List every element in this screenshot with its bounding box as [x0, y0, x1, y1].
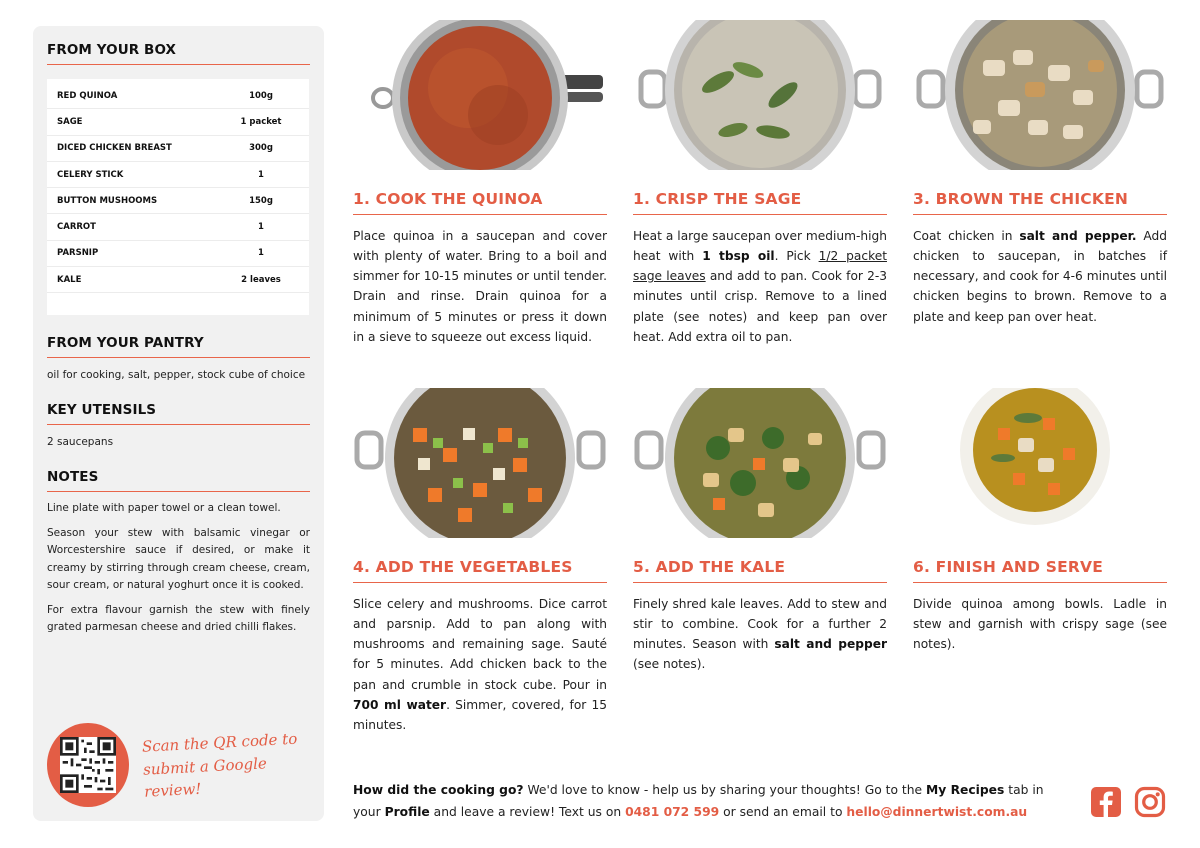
ingredient-name: PARSNIP — [57, 248, 99, 259]
pantry-text: oil for cooking, salt, pepper, stock cube of choice — [47, 369, 306, 381]
ingredient-qty: 2 leaves — [241, 274, 281, 285]
step-title: 6. FINISH AND SERVE — [913, 558, 1167, 583]
review-footer — [353, 780, 1073, 823]
utensils-text: 2 saucepans — [47, 435, 114, 448]
step-title: 5. ADD THE KALE — [633, 558, 887, 583]
ingredient-qty: 150g — [249, 195, 273, 206]
bold-text: How did the cooking go? — [353, 783, 524, 797]
ingredient-qty: 1 — [258, 222, 264, 233]
qr-review-block — [47, 723, 324, 807]
step-title: 3. BROWN THE CHICKEN — [913, 190, 1167, 215]
ingredient-row — [47, 188, 309, 214]
bold-text: 700 ml water — [353, 697, 447, 712]
note-paragraph: Season your stew with balsamic vinegar or Worcestershire sauce if desired, or make it creamy by stirring through cream cheese, cream, sour cream, or natural yoghurt once it is cooked. — [47, 526, 310, 591]
step-5 — [633, 388, 887, 675]
ingredient-qty: 1 — [258, 169, 264, 180]
text-run: We'd love to know - help us by sharing your thoughts! Go to the — [523, 783, 927, 797]
ingredient-qty: 1 — [258, 248, 264, 259]
text-run: Add chicken to saucepan, in batches if necessary, and cook for 4-6 minutes until chicken begins to brown. Remove to a plate and keep pan over heat. — [913, 229, 1167, 324]
key-utensils-heading: KEY UTENSILS — [47, 402, 310, 425]
qr-code[interactable] — [60, 737, 116, 793]
ingredient-name: CARROT — [57, 222, 96, 233]
ingredient-name: CELERY STICK — [57, 169, 124, 180]
step-title: 1. CRISP THE SAGE — [633, 190, 887, 215]
text-run: Coat chicken in — [913, 229, 1020, 243]
text-run: or send an email to — [719, 804, 847, 819]
step-6 — [913, 388, 1167, 654]
text-run: (see notes). — [633, 657, 706, 672]
bold-text: Profile — [384, 804, 430, 819]
chicken-pot-image — [913, 20, 1167, 170]
from-your-pantry-heading: FROM YOUR PANTRY — [47, 335, 310, 358]
ingredient-row — [47, 214, 309, 240]
ingredient-row — [47, 162, 309, 188]
text-run: and add to pan. Cook for 2-3 minutes until crisp. Remove to a lined plate (see notes) and keep pan over heat. Add extra oil to pan. — [633, 269, 888, 344]
ingredient-qty: 1 packet — [240, 116, 282, 127]
step-2 — [633, 20, 887, 347]
ingredient-name: DICED CHICKEN BREAST — [57, 143, 172, 154]
sage-pot-image — [633, 20, 887, 170]
vegetables-pot-image — [353, 388, 607, 538]
bold-text: salt and pepper — [774, 637, 888, 652]
facebook-icon[interactable] — [1090, 786, 1122, 818]
bold-text: salt and pepper. — [1019, 229, 1137, 243]
ingredient-row — [47, 241, 309, 267]
ingredient-row — [47, 109, 309, 135]
kale-pot-image — [633, 388, 887, 538]
text-run: Slice celery and mushrooms. Dice carrot and parsnip. Add to pan along with mushrooms and remaining sage. Sauté for 5 minutes. Add chicken back to the pan and crumble in stock cube. Pour in — [353, 597, 607, 692]
step-body — [913, 594, 1167, 654]
ingredient-row — [47, 136, 309, 162]
step-title: 4. ADD THE VEGETABLES — [353, 558, 607, 583]
step-body — [353, 594, 607, 735]
underlined-text: 1/2 packet sage leaves — [633, 249, 887, 284]
ingredient-qty: 300g — [249, 143, 273, 154]
text-run: Finely shred kale leaves. Add to stew and stir to combine. Cook for a further 2 minutes. Season with — [633, 597, 887, 652]
bold-text: My Recipes — [926, 783, 1005, 797]
ingredient-name: KALE — [57, 274, 82, 285]
text-run: Divide quinoa among bowls. Ladle in stew and garnish with crispy sage (see notes). — [913, 597, 1167, 652]
step-4 — [353, 388, 607, 735]
ingredient-row — [47, 267, 309, 293]
step-title: 1. COOK THE QUINOA — [353, 190, 607, 215]
text-run: . Simmer, covered, for 15 minutes. — [353, 697, 608, 732]
quinoa-pot-image — [353, 20, 607, 170]
qr-badge — [47, 723, 129, 807]
ingredient-name: BUTTON MUSHOOMS — [57, 195, 158, 206]
contact-link[interactable]: hello@dinnertwist.com.au — [846, 804, 1028, 819]
text-run: Place quinoa in a saucepan and cover with plenty of water. Bring to a boil and simmer for 10-15 minutes or until tender. Drain and rinse. Drain quinoa for a minimum of 5 minutes or press it down in a sieve to squeeze out excess liquid. — [353, 229, 607, 344]
ingredient-qty: 100g — [249, 90, 273, 101]
qr-caption — [141, 727, 325, 804]
step-body — [633, 594, 887, 675]
ingredient-name: SAGE — [57, 116, 83, 127]
ingredient-row — [47, 83, 309, 109]
text-run: tab in your — [353, 783, 1044, 819]
step-1 — [353, 20, 607, 347]
step-body — [913, 226, 1167, 327]
text-run: and leave a review! Text us on — [429, 804, 626, 819]
note-paragraph: Line plate with paper towel or a clean towel. — [47, 501, 281, 514]
instagram-icon[interactable] — [1134, 786, 1166, 818]
text-run: Heat a large saucepan over medium-high heat with — [633, 229, 887, 264]
step-body — [353, 226, 607, 347]
notes-section — [47, 469, 310, 637]
step-body — [633, 226, 887, 347]
contact-link[interactable]: 0481 072 599 — [625, 804, 720, 819]
qr-caption-line: submit a Google review! — [142, 754, 268, 801]
ingredients-table — [47, 79, 309, 315]
ingredient-name: RED QUINOA — [57, 90, 118, 101]
note-paragraph: For extra flavour garnish the stew with finely grated parmesan cheese and dried chilli flakes. — [47, 604, 310, 634]
from-your-box-heading: FROM YOUR BOX — [47, 42, 310, 65]
bold-text: 1 tbsp oil — [702, 249, 775, 264]
served-bowl-image — [913, 388, 1167, 538]
qr-caption-line: Scan the QR code to — [141, 729, 298, 757]
notes-heading: NOTES — [47, 469, 310, 492]
sidebar — [33, 26, 324, 821]
step-3 — [913, 20, 1167, 327]
text-run: . Pick — [774, 249, 819, 264]
